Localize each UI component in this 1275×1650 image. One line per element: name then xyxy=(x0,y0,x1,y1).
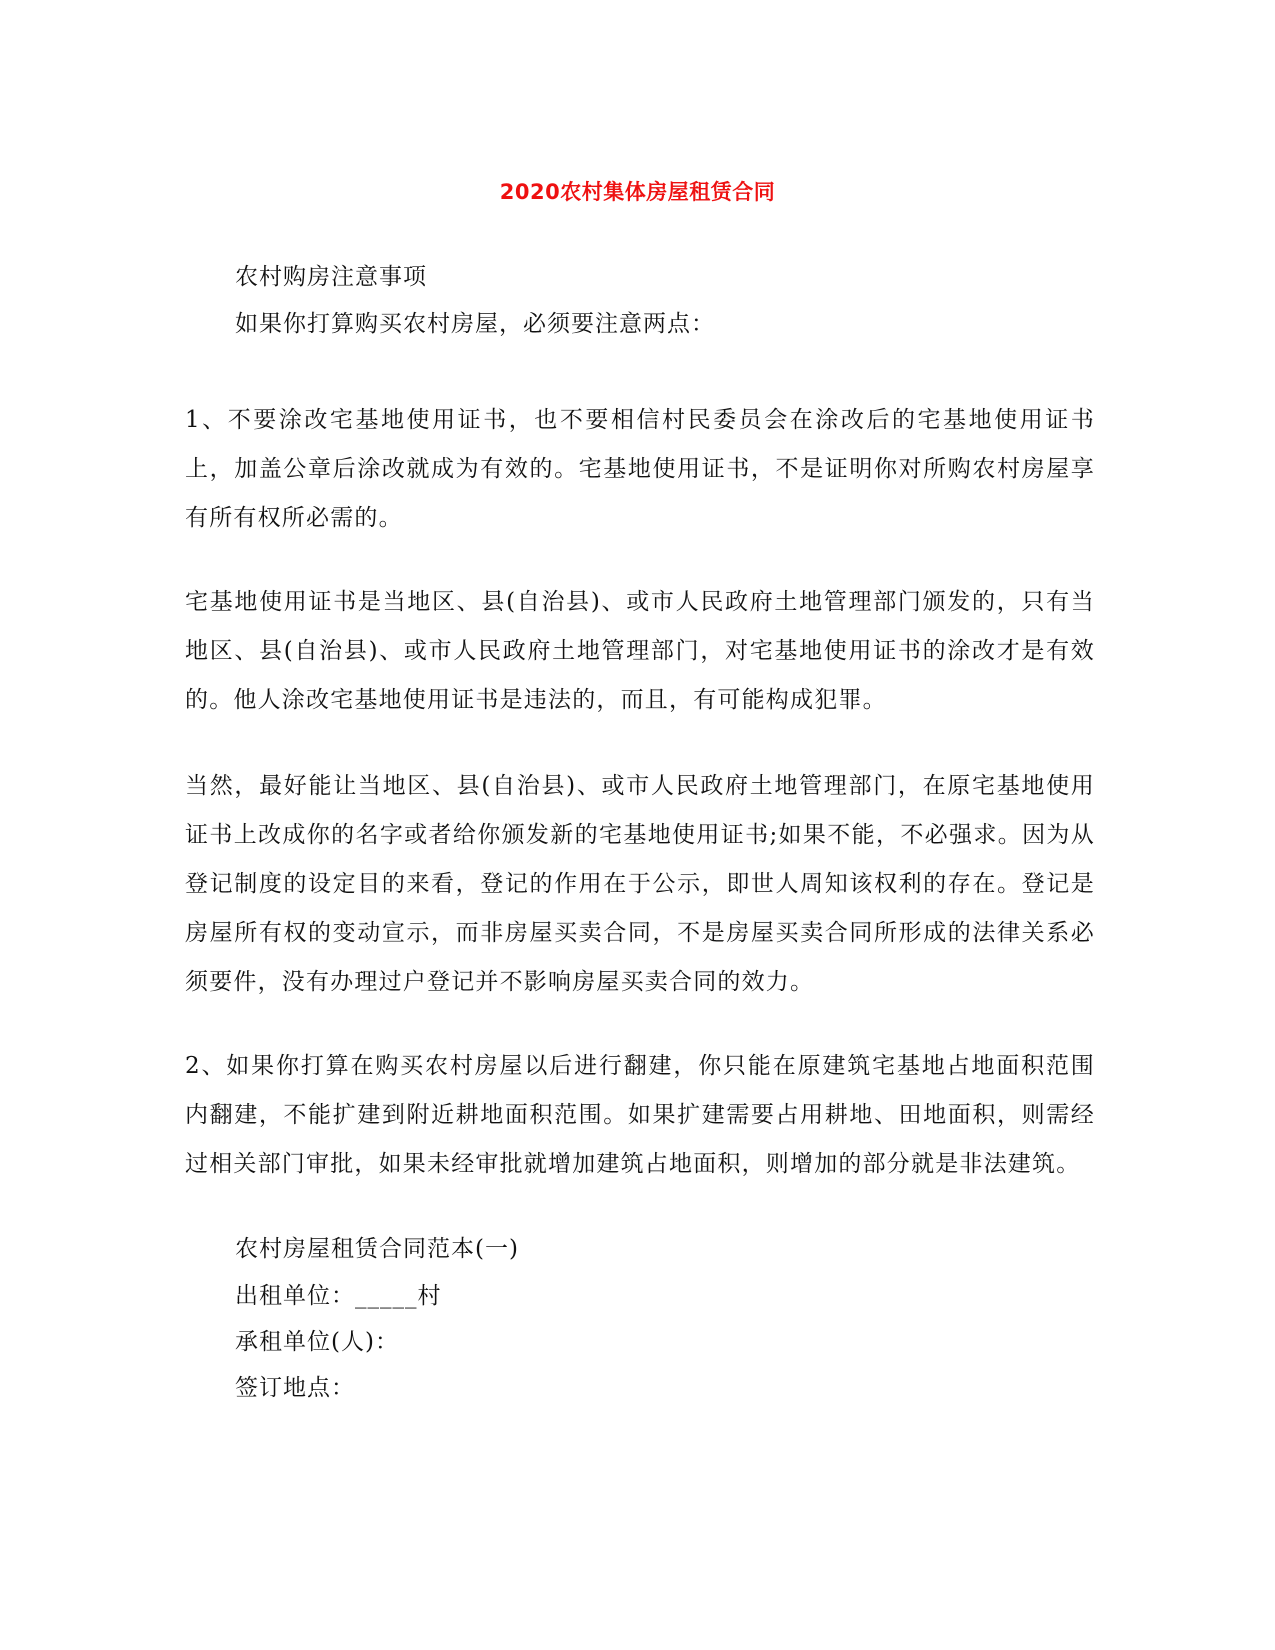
paragraph-1: 1、不要涂改宅基地使用证书，也不要相信村民委员会在涂改后的宅基地使用证书上，加盖公章后涂改就成为有效的。宅基地使用证书，不是证明你对所购农村房屋享有所有权所必需的。 xyxy=(185,407,1095,531)
lessor-line: 出租单位：_____村 xyxy=(235,1283,442,1309)
document-title: 2020农村集体房屋租赁合同 xyxy=(499,180,776,204)
lessee-line: 承租单位(人)： xyxy=(235,1329,399,1355)
paragraph-4: 2、如果你打算在购买农村房屋以后进行翻建，你只能在原建筑宅基地占地面积范围内翻建，不能扩建到附近耕地面积范围。如果扩建需要占用耕地、田地面积，则需经过相关部门审批，如果未经审批就增加建筑占地面积，则增加的部分就是非法建筑。 xyxy=(185,1053,1095,1177)
intro-heading: 农村购房注意事项 xyxy=(235,264,427,290)
paragraph-3: 当然，最好能让当地区、县(自治县)、或市人民政府土地管理部门，在原宅基地使用证书上改成你的名字或者给你颁发新的宅基地使用证书;如果不能，不必强求。因为从登记制度的设定目的来看，登记的作用在于公示，即世人周知该权利的存在。登记是房屋所有权的变动宣示，而非房屋买卖合同，不是房屋买卖合同所形成的法律关系必须要件，没有办理过户登记并不影响房屋买卖合同的效力。 xyxy=(185,773,1095,995)
paragraph-2: 宅基地使用证书是当地区、县(自治县)、或市人民政府土地管理部门颁发的，只有当地区、县(自治县)、或市人民政府土地管理部门，对宅基地使用证书的涂改才是有效的。他人涂改宅基地使用证书是违法的，而且，有可能构成犯罪。 xyxy=(185,589,1095,713)
contract-heading: 农村房屋租赁合同范本(一) xyxy=(235,1236,519,1262)
intro-line: 如果你打算购买农村房屋，必须要注意两点： xyxy=(235,311,715,337)
signing-place-line: 签订地点： xyxy=(235,1375,355,1401)
